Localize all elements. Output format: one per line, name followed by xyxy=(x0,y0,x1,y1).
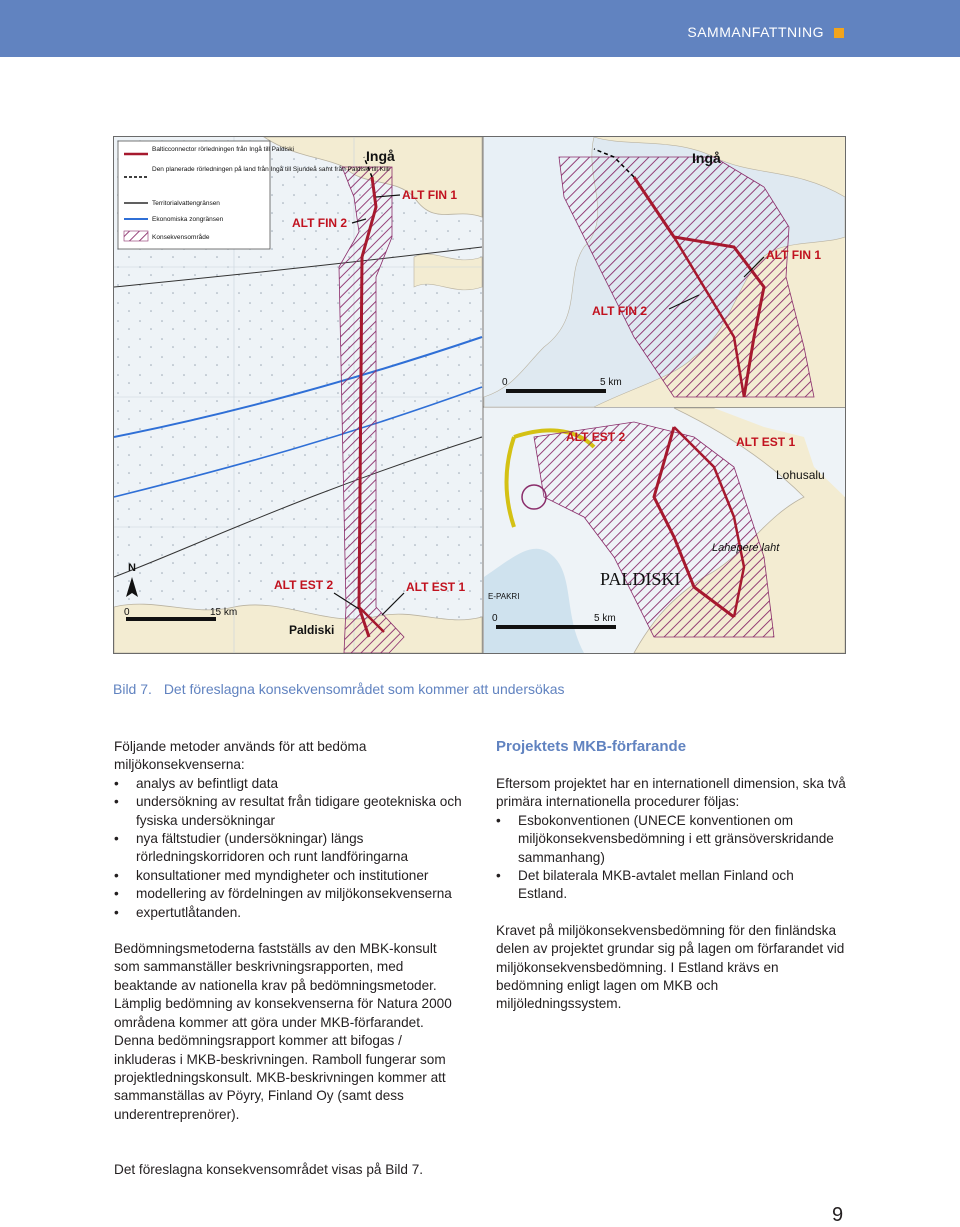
top-right-map-panel xyxy=(484,137,845,407)
list-item: • Esbokonventionen (UNECE konventionen om miljökonsekvensbedömning i ett gränsöverskridande sammanhang) xyxy=(496,812,846,867)
methods-paragraph: Bedömningsmetoderna fastställs av den MBK-konsult som sammanställer beskrivningsrapporten, med beaktande av nationella krav på bedömningsmetoder. Lämplig bedömning av konsekvenserna för Natura 2000 områdena kommer att göra under MKB-förfarandet. Denna bedömningsrapport kommer att bifogas / inkluderas i MKB-beskrivningen. Ramboll fungerar som projektledningskonsult. MKB-beskrivningen kommer att sammanställas av Pöyry, Finland Oy (samt dess underentreprenörer). xyxy=(114,941,452,1122)
svg-text:5 km: 5 km xyxy=(594,613,616,624)
right-column xyxy=(496,738,846,1014)
section-heading: Projektets MKB-förfarande xyxy=(496,738,687,755)
page-number: 9 xyxy=(832,1204,844,1226)
label-alt-est-2-zoom: ALT EST 2 xyxy=(566,430,626,444)
bottom-right-map-panel xyxy=(484,408,845,653)
svg-text:0: 0 xyxy=(502,377,508,388)
legend-land-pipeline: Den planerade rörledningen på land från Ingå till Sjundeå samt från Paldiski till Kiili xyxy=(152,166,390,173)
label-alt-est-1-zoom: ALT EST 1 xyxy=(736,435,796,449)
svg-text:15 km: 15 km xyxy=(210,607,238,618)
left-map-panel xyxy=(114,137,482,653)
label-alt-fin-2: ALT FIN 2 xyxy=(292,216,348,230)
procedure-paragraph: Kravet på miljökonsekvensbedömning för den finländska delen av projektet grundar sig på lagen om förfarandet vid miljökonsekvensbedömning. I Estland krävs en bedömning enligt lagen om MKB och miljöledningssystem. xyxy=(496,922,845,1012)
figure-caption xyxy=(113,681,565,697)
header-bar xyxy=(0,0,960,57)
section-marker-square xyxy=(834,28,844,38)
svg-text:0: 0 xyxy=(124,607,130,618)
legend-consequence-area: Konsekvensområde xyxy=(152,234,210,241)
methods-intro: Följande metoder används för att bedöma miljökonsekvenserna: xyxy=(114,739,367,773)
list-item: • nya fältstudier (undersökningar) längs rörledningskorridoren och runt landföringarna xyxy=(114,830,464,867)
label-alt-fin-1-zoom: ALT FIN 1 xyxy=(766,248,822,262)
place-label-inga-zoom: Ingå xyxy=(692,150,721,166)
place-label-inga: Ingå xyxy=(366,148,395,164)
list-item: • analys av befintligt data xyxy=(114,775,464,793)
label-alt-est-2: ALT EST 2 xyxy=(274,578,334,592)
left-column xyxy=(114,738,464,1124)
svg-text:5 km: 5 km xyxy=(600,377,622,388)
figure-caption-text: Det föreslagna konsekvensområdet som kommer att undersökas xyxy=(163,681,565,697)
svg-text:N: N xyxy=(128,562,136,574)
svg-text:0: 0 xyxy=(492,613,498,624)
procedure-intro: Eftersom projektet har en internationell dimension, ska två primära internationella procedurer följas: xyxy=(496,776,846,810)
list-item: • undersökning av resultat från tidigare geotekniska och fysiska undersökningar xyxy=(114,793,464,830)
list-item: • Det bilaterala MKB-avtalet mellan Finland och Estland. xyxy=(496,867,846,904)
footer-text: Det föreslagna konsekvensområdet visas på Bild 7. xyxy=(114,1162,424,1177)
figure-caption-label: Bild 7. xyxy=(113,681,152,697)
list-item: • konsultationer med myndigheter och institutioner xyxy=(114,867,464,885)
section-title: SAMMANFATTNING xyxy=(687,24,824,40)
legend-economic-zone: Ekonomiska zongränsen xyxy=(152,216,224,223)
label-alt-fin-2-zoom: ALT FIN 2 xyxy=(592,304,648,318)
procedure-list xyxy=(496,812,846,904)
place-label-paldiski: Paldiski xyxy=(289,623,335,637)
legend-territorial: Territorialvattengränsen xyxy=(152,200,220,207)
map-figure xyxy=(113,136,846,654)
list-item: • modellering av fördelningen av miljökonsekvenserna xyxy=(114,885,464,903)
label-alt-est-1: ALT EST 1 xyxy=(406,580,466,594)
place-label-paldiski-zoom: PALDISKI xyxy=(600,569,681,589)
place-label-lohusalu: Lohusalu xyxy=(776,468,825,482)
list-item: • expertutlåtanden. xyxy=(114,904,464,922)
methods-list xyxy=(114,775,464,922)
place-label-pakri: E-PAKRI xyxy=(488,592,520,601)
label-alt-fin-1: ALT FIN 1 xyxy=(402,188,458,202)
place-label-lahepere: Lahepere laht xyxy=(712,542,780,554)
legend-pipeline: Balticconnector rörledningen från Ingå till Paldiski xyxy=(152,146,294,153)
